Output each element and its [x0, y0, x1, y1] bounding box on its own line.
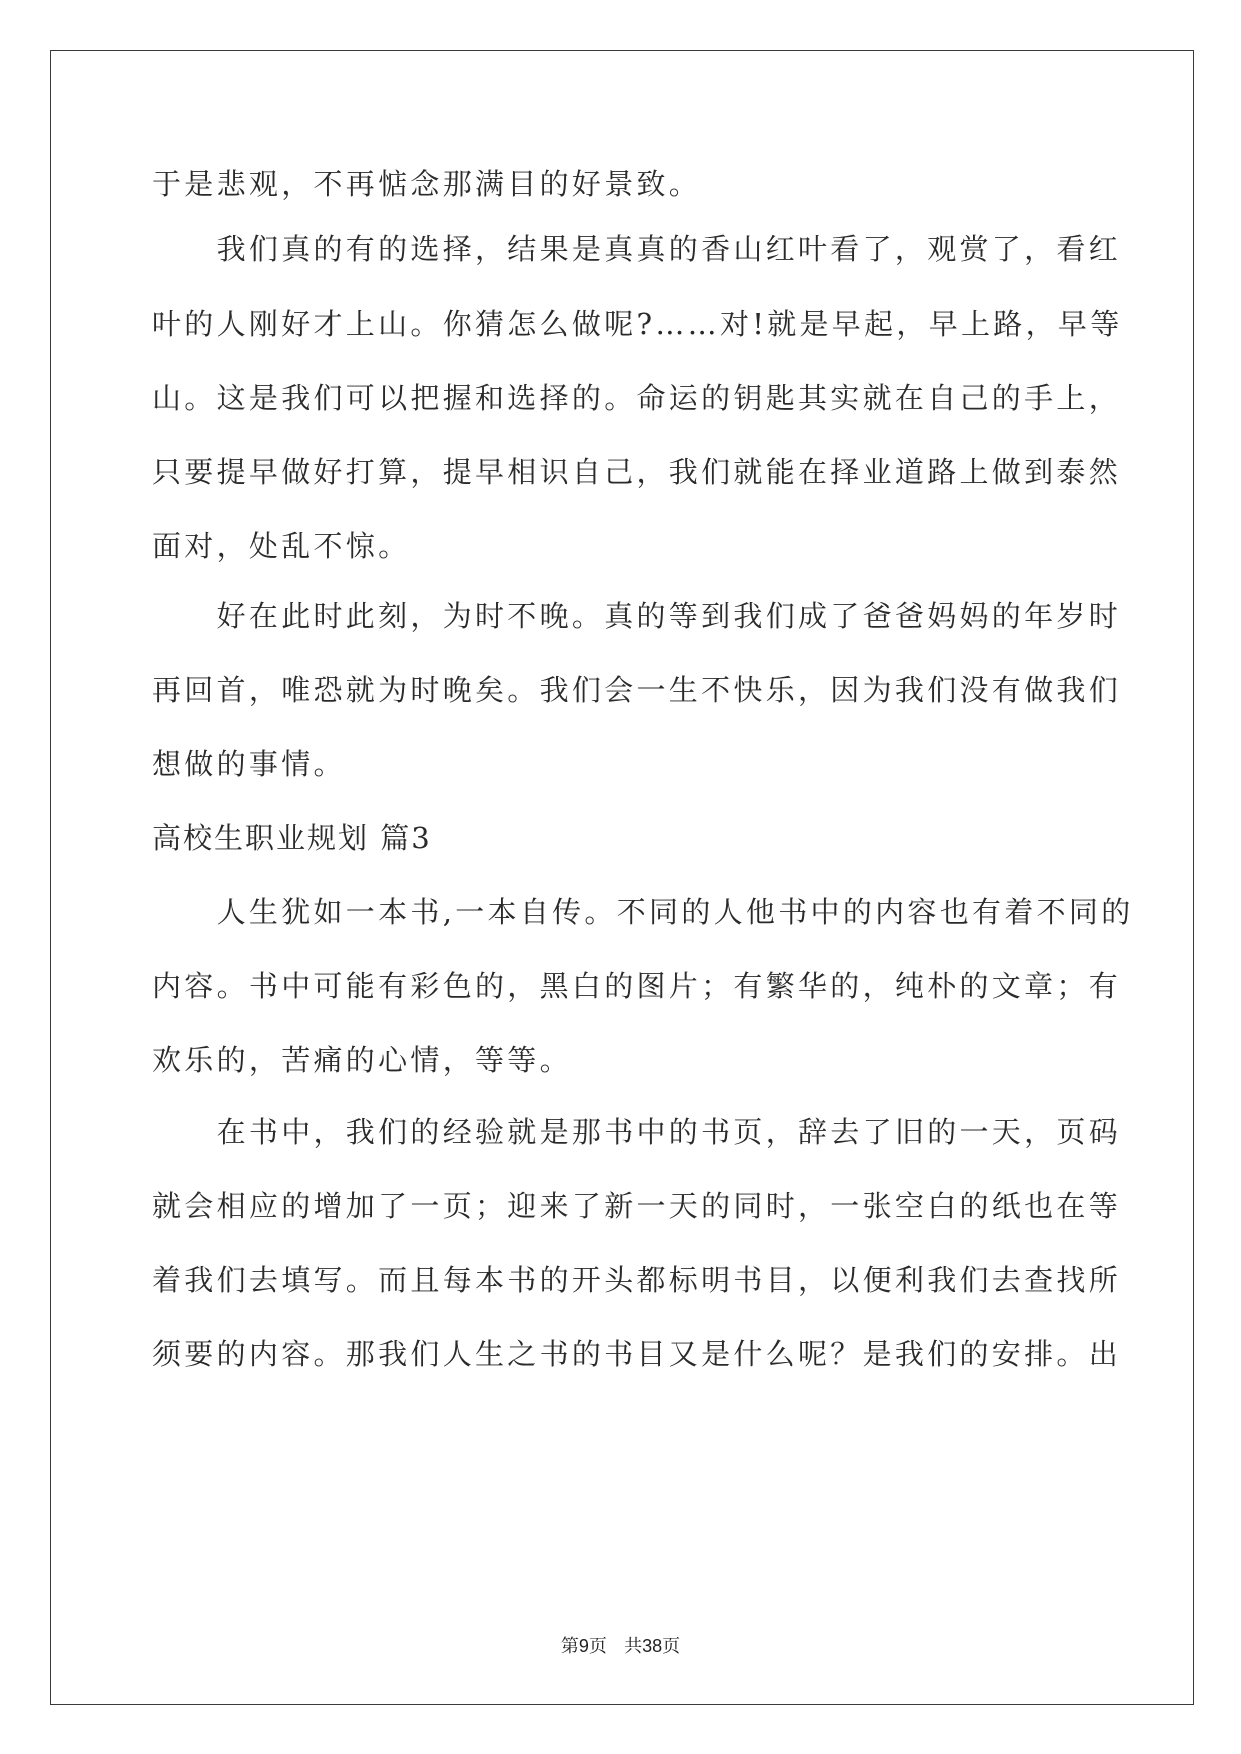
footer-prefix: 第 — [560, 1636, 579, 1657]
text-line: 面对，处乱不惊。 — [152, 529, 411, 563]
total-pages: 38 — [642, 1636, 663, 1656]
text-line: 叶的人刚好才上山。你猜怎么做呢?……对!就是早起，早上路，早等 — [152, 307, 1123, 341]
text-line: 想做的事情。 — [152, 747, 346, 781]
footer-total-prefix: 共 — [624, 1636, 643, 1657]
paragraph-line: 我们真的有的选择，结果是真真的香山红叶看了，观赏了，看红 — [152, 232, 1122, 266]
footer-page-suffix: 页 — [588, 1636, 607, 1657]
page-border — [50, 50, 1194, 1705]
text-line: 于是悲观，不再惦念那满目的好景致。 — [152, 167, 702, 201]
page-footer — [0, 1634, 1241, 1659]
text-line: 着我们去填写。而且每本书的开头都标明书目，以便利我们去查找所 — [152, 1263, 1122, 1297]
footer-total-suffix: 页 — [662, 1636, 681, 1657]
page-number: 9 — [578, 1636, 589, 1656]
text-line: 就会相应的增加了一页；迎来了新一天的同时，一张空白的纸也在等 — [152, 1189, 1122, 1223]
text-line: 只要提早做好打算，提早相识自己，我们就能在择业道路上做到泰然 — [152, 455, 1122, 489]
text-line: 须要的内容。那我们人生之书的书目又是什么呢？是我们的安排。出 — [152, 1337, 1122, 1371]
paragraph-line: 好在此时此刻，为时不晚。真的等到我们成了爸爸妈妈的年岁时 — [152, 599, 1122, 633]
section-heading: 高校生职业规划 篇3 — [152, 821, 432, 855]
text-line: 内容。书中可能有彩色的，黑白的图片；有繁华的，纯朴的文章；有 — [152, 969, 1122, 1003]
text-line: 山。这是我们可以把握和选择的。命运的钥匙其实就在自己的手上， — [152, 381, 1122, 415]
text-line: 再回首，唯恐就为时晚矣。我们会一生不快乐，因为我们没有做我们 — [152, 673, 1122, 707]
text-line: 欢乐的，苦痛的心情，等等。 — [152, 1043, 572, 1077]
paragraph-line: 在书中，我们的经验就是那书中的书页，辞去了旧的一天，页码 — [152, 1115, 1122, 1149]
paragraph-line: 人生犹如一本书,一本自传。不同的人他书中的内容也有着不同的 — [152, 895, 1134, 929]
